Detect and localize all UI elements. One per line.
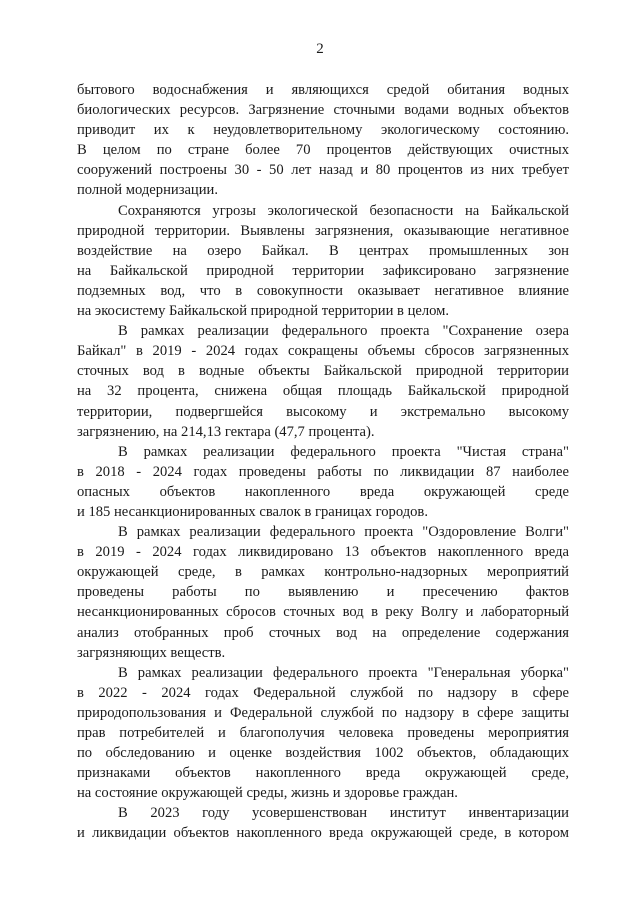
text-line: В рамках реализации федерального проекта "Оздоровление Волги" [118, 524, 569, 541]
text-line: В рамках реализации федерального проекта "Чистая страна" [118, 443, 569, 460]
text-line: прав потребителей и благополучия человека проведены мероприятия [77, 725, 569, 741]
paragraph [77, 803, 569, 843]
text-line: природопользования и Федеральной службой по надзору в сфере защиты [77, 704, 569, 721]
text-line: воздействие на озеро Байкал. В центрах промышленных зон [77, 242, 569, 259]
text-line: на экосистему Байкальской природной территории в целом. [77, 303, 450, 320]
text-line: и 185 несанкционированных свалок в границах городов. [77, 503, 428, 520]
text-line: на Байкальской природной территории зафиксировано загрязнение [77, 262, 569, 279]
text-line: приводит их к неудовлетворительному экологическому состоянию. [77, 122, 569, 139]
paragraph [77, 522, 569, 663]
text-line: полной модернизации. [77, 182, 219, 199]
text-line: в 2019 - 2024 годах ликвидировано 13 объектов накопленного вреда [77, 544, 569, 561]
text-line: опасных объектов накопленного вреда окружающей среде [77, 483, 569, 500]
paragraph [77, 321, 569, 442]
paragraph [77, 442, 569, 522]
text-line: загрязняющих веществ. [77, 644, 226, 661]
text-line: и ликвидации объектов накопленного вреда окружающей среде, в котором [77, 825, 569, 842]
text-line: природной территории. Выявлены загрязнения, оказывающие негативное [77, 222, 569, 239]
text-line: биологических ресурсов. Загрязнение сточными водами водных объектов [77, 102, 569, 119]
body-text [77, 80, 569, 844]
paragraph [77, 663, 569, 804]
text-line: сооружений построены 30 - 50 лет назад и 80 процентов из них требует [77, 162, 569, 179]
text-line: несанкционированных сбросов сточных вод в реку Волгу и лабораторный [77, 604, 569, 621]
paragraph [77, 80, 569, 201]
page-number: 2 [316, 41, 324, 57]
text-line: В рамках реализации федерального проекта "Сохранение озера [118, 323, 569, 340]
text-line: в 2022 - 2024 годах Федеральной службой по надзору в сфере [77, 684, 569, 701]
text-line: признаками объектов накопленного вреда окружающей среде, [77, 765, 569, 782]
text-line: в 2018 - 2024 годах проведены работы по ликвидации 87 наиболее [77, 463, 569, 480]
text-line: бытового водоснабжения и являющихся средой обитания водных [77, 82, 569, 98]
text-line: В рамках реализации федерального проекта "Генеральная уборка" [118, 664, 569, 681]
paragraph [77, 201, 569, 322]
text-line: проведены работы по выявлению и пресечению фактов [77, 584, 569, 601]
text-line: сточных вод в водные объекты Байкальской природной территории [77, 363, 569, 380]
text-line: загрязнению, на 214,13 гектара (47,7 процента). [77, 423, 375, 440]
text-line: Сохраняются угрозы экологической безопасности на Байкальской [118, 202, 569, 219]
text-line: Байкал" в 2019 - 2024 годах сокращены объемы сбросов загрязненных [77, 343, 569, 360]
text-line: на 32 процента, снижена общая площадь Байкальской природной [77, 383, 569, 400]
text-line: по обследованию и оценке воздействия 1002 объектов, обладающих [77, 745, 569, 762]
text-line: окружающей среде, в рамках контрольно-надзорных мероприятий [77, 564, 569, 581]
text-line: территории, подвергшейся высокому и экстремально высокому [77, 403, 569, 420]
text-line: анализ отобранных проб сточных вод на определение содержания [77, 624, 569, 641]
text-line: подземных вод, что в совокупности оказывает негативное влияние [77, 282, 569, 299]
text-line: на состояние окружающей среды, жизнь и здоровье граждан. [77, 785, 458, 802]
text-line: В 2023 году усовершенствован институт инвентаризации [118, 805, 569, 822]
text-line: В целом по стране более 70 процентов действующих очистных [77, 142, 569, 159]
